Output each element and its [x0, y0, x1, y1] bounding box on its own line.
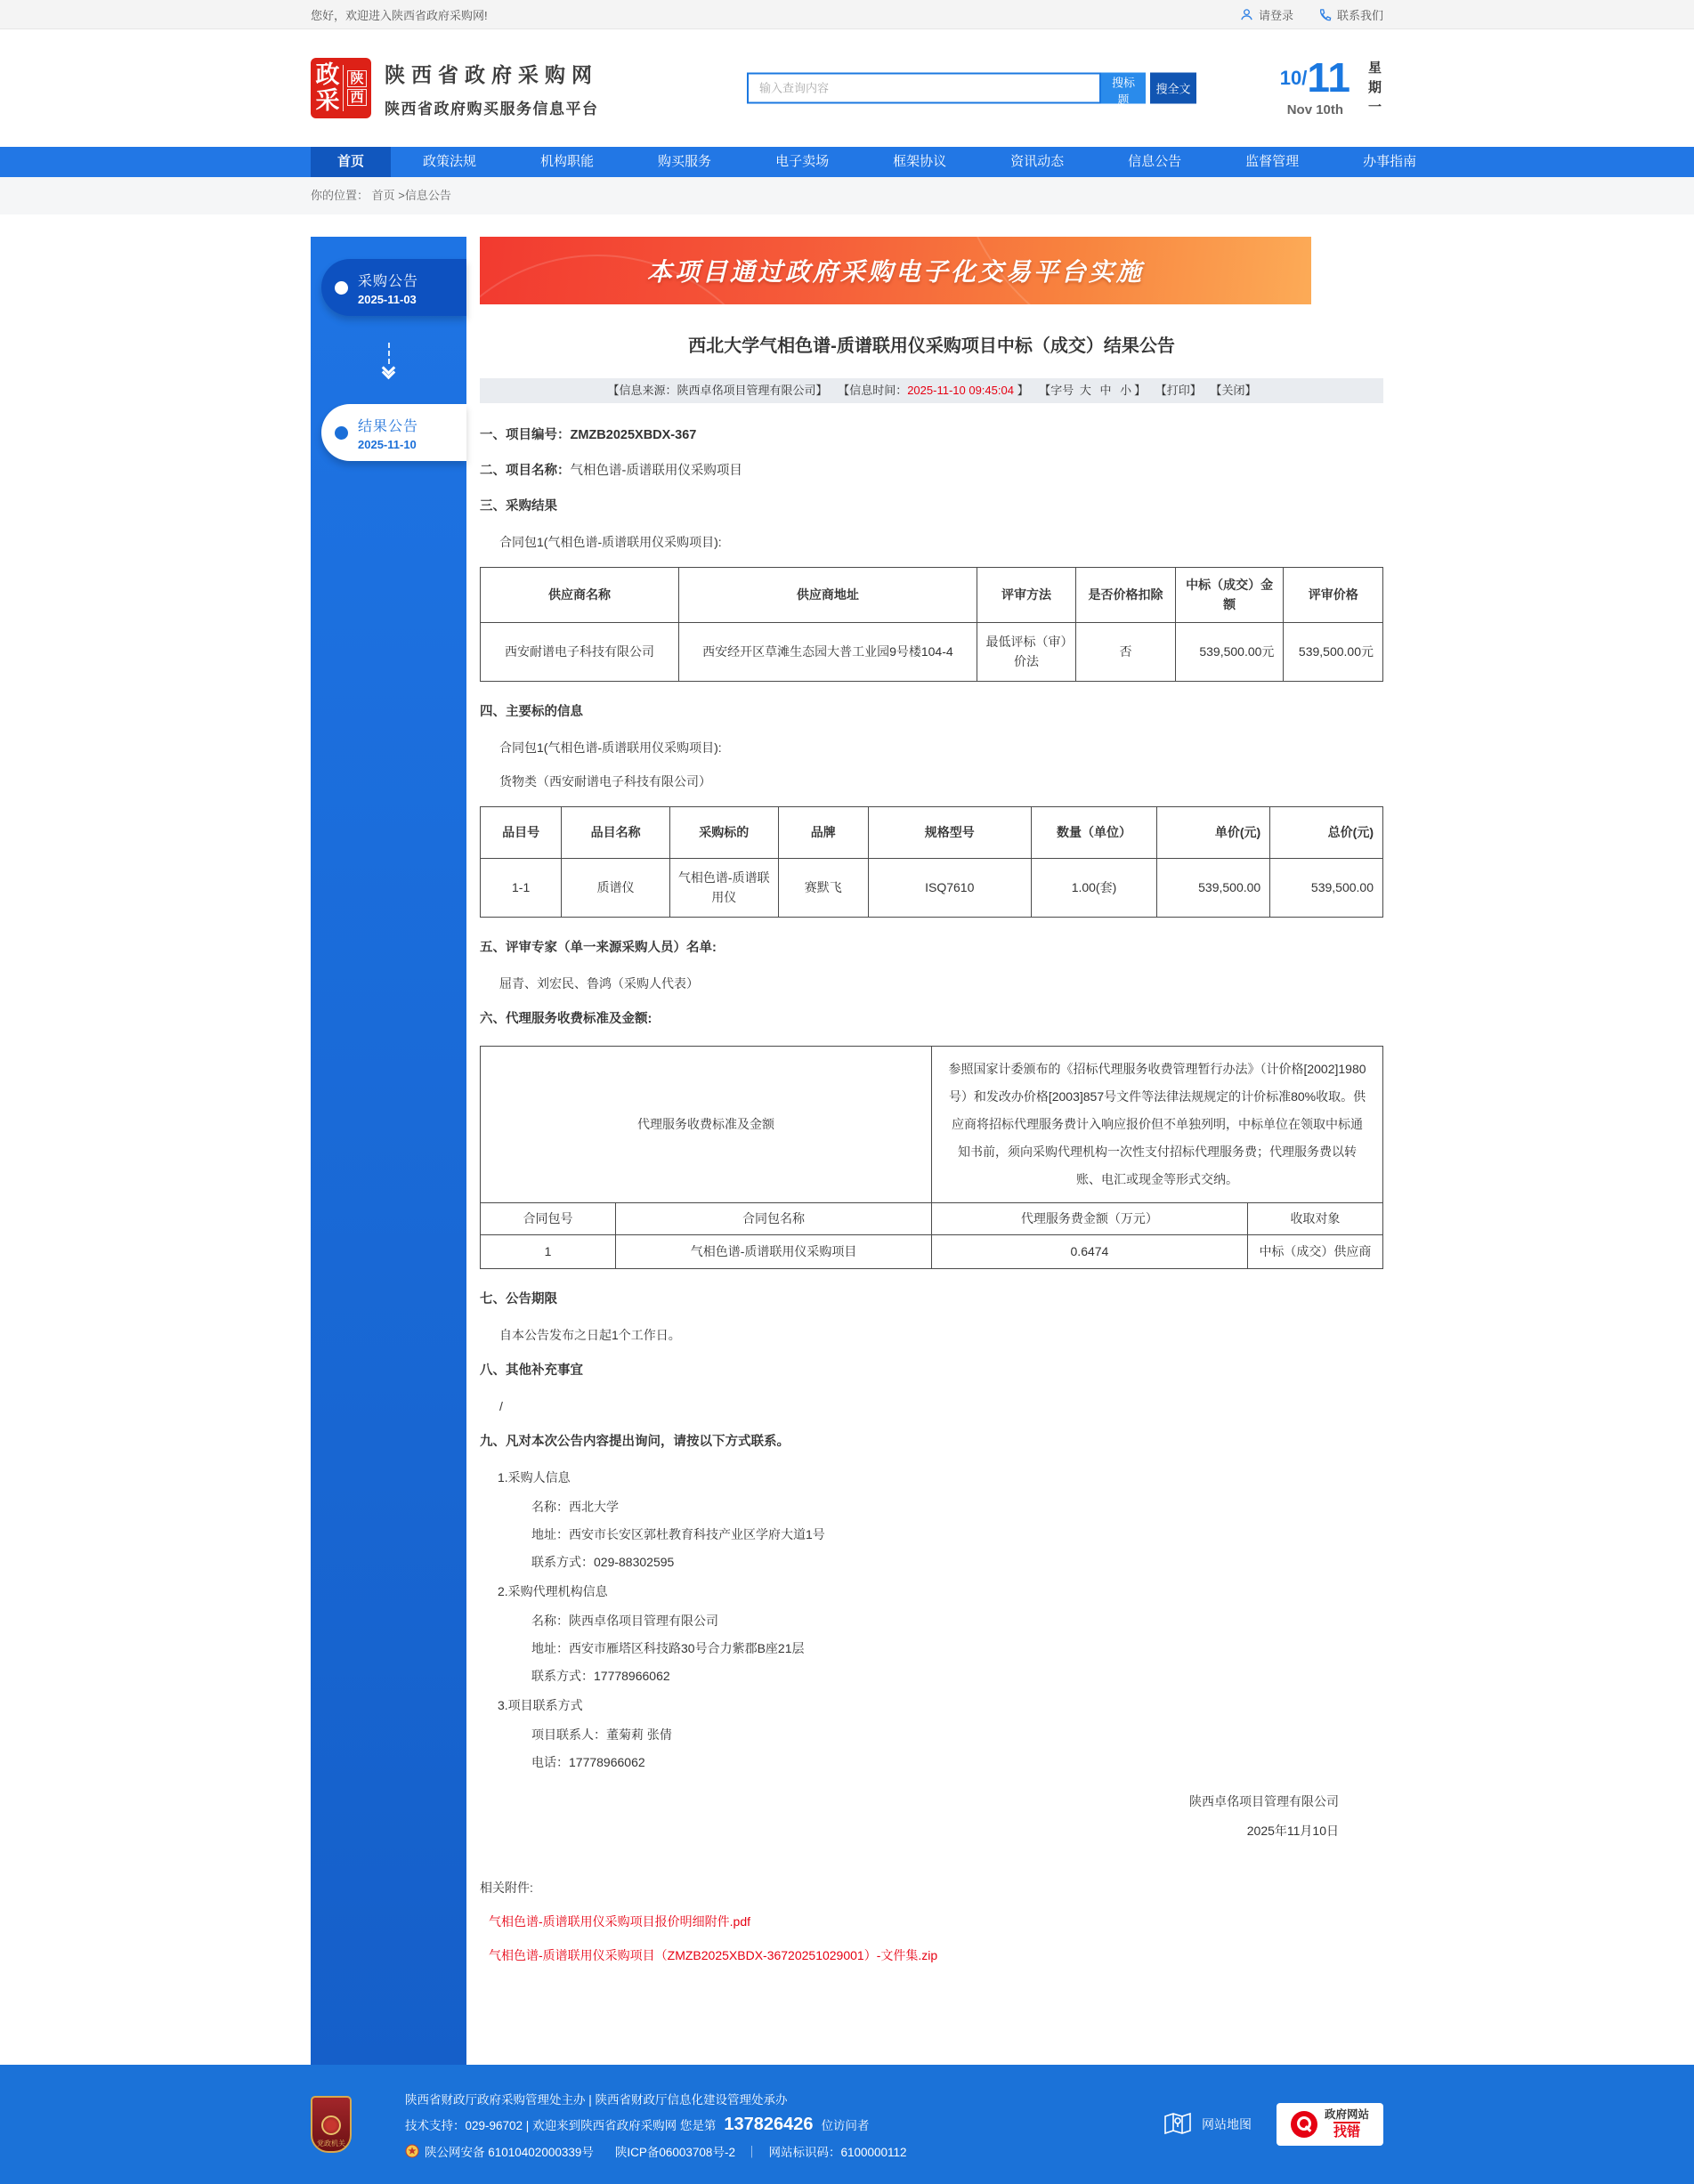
experts-list: 屈青、刘宏民、鲁鸿（采购人代表）: [499, 975, 699, 991]
top-utility-bar: [0, 0, 1694, 29]
signature-block: [480, 1793, 1383, 1839]
section-project-number: 一、项目编号：ZMZB2025XBDX-367: [480, 428, 697, 442]
site-subtitle: 陕西省政府购买服务信息平台: [385, 100, 599, 117]
date-weekday: 星期一: [1366, 61, 1382, 119]
contact-line: 电话：17778966062: [531, 1754, 645, 1769]
table-header-row: 合同包号 合同包名称 代理服务费金额（万元） 收取对象: [481, 1202, 1383, 1234]
announcement-article: [480, 237, 1383, 2065]
nav-item-announcements[interactable]: 信息公告: [1128, 154, 1182, 169]
contact-group-project: 3.项目联系方式 项目联系人：董菊莉 张倩 电话：17778966062: [480, 1696, 1383, 1770]
party-government-emblem-icon: 党政机关: [311, 2096, 352, 2153]
magnifier-icon: [1291, 2111, 1317, 2138]
table-header-row: 品目号 品目名称 采购标的 品牌 规格型号 数量（单位） 单价(元) 总价(元): [481, 806, 1383, 858]
search-input[interactable]: [747, 73, 1101, 104]
agency-fee-description: 参照国家计委颁布的《招标代理服务收费管理暂行办法》（计价格[2002]1980号）和发改办价格[2003]857号文件等法律法规规定的计价标准80%收取。供应商将招标代理服务费计入响应报价但不单独列明，中标单位在领取中标通知书前，须向采购代理机构一次性支付招标代理服务费；代理服务费以转账、电汇或现金等形式交纳。: [931, 1046, 1382, 1202]
map-icon: [1163, 2110, 1193, 2140]
police-badge-icon: [405, 2144, 419, 2158]
sidebar-item-result-announcement[interactable]: 结果公告 2025-11-10: [321, 404, 466, 461]
site-code: 网站标识码：6100000112: [768, 2145, 907, 2159]
nav-item-guide[interactable]: 办事指南: [1363, 154, 1417, 169]
attachment-link-pdf[interactable]: 气相色谱-质谱联用仪采购项目报价明细附件.pdf: [489, 1913, 751, 1929]
welcome-text: 您好，欢迎进入陕西省政府采购网!: [311, 8, 488, 22]
nav-item-news[interactable]: 资讯动态: [1010, 154, 1065, 169]
icp-record-link[interactable]: 陕ICP备06003708号-2: [614, 2145, 735, 2159]
timeline-dot-icon: [335, 426, 348, 440]
announcement-period-text: 自本公告发布之日起1个工作日。: [499, 1327, 681, 1342]
fontsize-large-button[interactable]: 大: [1079, 384, 1091, 397]
platform-banner: [480, 237, 1311, 304]
sitemap-link[interactable]: 网站地图: [1163, 2110, 1252, 2140]
nav-item-framework-agreement[interactable]: 框架协议: [893, 154, 947, 169]
nav-item-purchase-services[interactable]: 购买服务: [658, 154, 712, 169]
section-procurement-result-title: 三、采购结果: [480, 499, 557, 514]
search-bar: [747, 73, 1196, 107]
user-icon: [1240, 8, 1253, 21]
breadcrumb-strip: [0, 177, 1694, 214]
section-inquiry-title: 九、凡对本次公告内容提出询问，请按以下方式联系。: [480, 1434, 790, 1449]
fontsize-medium-button[interactable]: 中: [1099, 384, 1112, 397]
contact-line: 项目联系人：董菊莉 张倩: [531, 1727, 672, 1742]
date-english: Nov 10th: [1286, 102, 1344, 117]
contract-package-note: 合同包1(气相色谱-质谱联用仪采购项目):: [499, 535, 722, 549]
attachments-title: 相关附件:: [480, 1880, 533, 1895]
section-announcement-period-title: 七、公告期限: [480, 1291, 557, 1306]
announcement-timeline-sidebar: [311, 237, 466, 2065]
fontsize-small-button[interactable]: 小: [1120, 384, 1132, 397]
table-row: 1-1 质谱仪 气相色谱-质谱联用仪 赛默飞 ISQ7610 1.00(套) 539,500.00 539,500.00: [481, 858, 1383, 917]
contact-us-link[interactable]: 联系我们: [1318, 6, 1383, 23]
meta-fontsize: 【字号 大 中 小 】: [1039, 384, 1147, 397]
goods-category-note: 货物类（西安耐谱电子科技有限公司）: [499, 773, 711, 789]
meta-time-value: 2025-11-10 09:45:04: [907, 384, 1014, 397]
supplier-result-table: [480, 567, 1383, 682]
attachments-section: [480, 1880, 1383, 1963]
site-footer: [0, 2065, 1694, 2184]
site-header: [0, 29, 1694, 147]
content-area: [311, 237, 1383, 2065]
section-main-subject-title: 四、主要标的信息: [480, 704, 583, 719]
nav-item-policies[interactable]: 政策法规: [423, 154, 477, 169]
section-other-matters-title: 八、其他补充事宜: [480, 1363, 583, 1378]
footer-support-line: 技术支持：029-96702 | 欢迎来到陕西省政府采购网 您是第 137826426 位访问者: [405, 2114, 870, 2134]
items-table: [480, 806, 1383, 918]
contact-line: 名称：西北大学: [531, 1499, 619, 1514]
other-matters-text: /: [499, 1398, 503, 1413]
sidebar-item-purchase-announcement[interactable]: 采购公告 2025-11-03: [321, 259, 466, 316]
contract-package-note: 合同包1(气相色谱-质谱联用仪采购项目):: [499, 740, 722, 755]
gov-site-error-report-badge[interactable]: 政府网站 找错: [1277, 2103, 1383, 2146]
meta-source: 【信息来源：陕西卓佲项目管理有限公司】: [607, 384, 828, 397]
table-row: 1 气相色谱-质谱联用仪采购项目 0.6474 中标（成交）供应商: [481, 1234, 1383, 1268]
attachment-link-zip[interactable]: 气相色谱-质谱联用仪采购项目（ZMZB2025XBDX-36720251029001）-文件集.zip: [489, 1947, 938, 1962]
nav-item-home[interactable]: 首页: [311, 147, 391, 177]
search-fulltext-button[interactable]: 搜全文: [1150, 73, 1196, 104]
contact-line: 名称：陕西卓佲项目管理有限公司: [531, 1613, 718, 1628]
footer-registration-line: 陕公网安备 61010402000339号 陕ICP备06003708号-2 ｜ 网站标识码：6100000112: [405, 2142, 907, 2160]
contact-line: 地址：西安市长安区郭杜教育科技产业区学府大道1号: [531, 1526, 825, 1541]
section-agency-fee-title: 六、代理服务收费标准及金额:: [480, 1011, 652, 1026]
main-nav: [0, 147, 1694, 177]
logo-sub-chars: 陕 西: [347, 69, 366, 108]
article-meta-bar: [480, 378, 1383, 403]
date-widget: [1279, 54, 1383, 119]
date-day: 11: [1307, 54, 1350, 101]
footer-organizer-line: 陕西省财政厅政府采购管理处主办 | 陕西省财政厅信息化建设管理处承办: [405, 2092, 788, 2107]
contact-group-purchaser: 1.采购人信息 名称：西北大学 地址：西安市长安区郭杜教育科技产业区学府大道1号 联系方式：029-88302595: [480, 1468, 1383, 1570]
nav-item-functions[interactable]: 机构职能: [540, 154, 595, 169]
contact-line: 联系方式：029-88302595: [531, 1554, 675, 1569]
date-month: 10/: [1279, 67, 1308, 89]
signature-company: 陕西卓佲项目管理有限公司: [1189, 1793, 1339, 1808]
logo-divider: [343, 65, 344, 111]
phone-icon: [1318, 8, 1332, 21]
security-record-link[interactable]: 陕公网安备 61010402000339号: [425, 2145, 594, 2159]
agency-fee-table: [480, 1046, 1383, 1269]
site-title: 陕西省政府采购网: [385, 62, 598, 86]
contact-line: 联系方式：17778966062: [531, 1668, 670, 1683]
visitor-count: 137826426: [724, 2114, 814, 2134]
breadcrumb-home-link[interactable]: 首页: [371, 189, 395, 202]
section-experts-title: 五、评审专家（单一来源采购人员）名单:: [480, 940, 717, 955]
breadcrumb-prefix: 你的位置：: [311, 189, 369, 202]
site-logo[interactable]: [311, 58, 371, 118]
timeline-arrow-icon: [311, 343, 466, 377]
table-header-row: 供应商名称 供应商地址 评审方法 是否价格扣除 中标（成交）金额 评审价格: [481, 568, 1383, 623]
table-row: 西安耐谱电子科技有限公司 西安经开区草滩生态园大普工业园9号楼104-4 最低评标（审）价法 否 539,500.00元 539,500.00元: [481, 622, 1383, 681]
search-title-button[interactable]: 搜标题: [1101, 73, 1146, 104]
nav-item-supervision[interactable]: 监督管理: [1245, 154, 1300, 169]
breadcrumb-current: 信息公告: [404, 189, 451, 202]
logo-main-chars: 政 采: [315, 61, 340, 114]
contact-group-agency: 2.采购代理机构信息 名称：陕西卓佲项目管理有限公司 地址：西安市雁塔区科技路30号合力紫郡B座21层 联系方式：17778966062: [480, 1582, 1383, 1684]
breadcrumb: [311, 177, 1383, 214]
banner-text: 本项目通过政府采购电子化交易平台实施: [646, 258, 1144, 286]
signature-date: 2025年11月10日: [1246, 1823, 1339, 1838]
close-button[interactable]: 【关闭】: [1210, 384, 1257, 397]
breadcrumb-separator: >: [398, 189, 405, 202]
agency-fee-label: 代理服务收费标准及金额: [481, 1046, 932, 1202]
meta-time: 【信息时间：2025-11-10 09:45:04 】: [838, 384, 1029, 397]
contact-line: 地址：西安市雁塔区科技路30号合力紫郡B座21层: [531, 1640, 805, 1655]
section-project-name: 二、项目名称：气相色谱-质谱联用仪采购项目: [480, 464, 742, 478]
table-row: [481, 1046, 1383, 1202]
page-title: 西北大学气相色谱-质谱联用仪采购项目中标（成交）结果公告: [688, 336, 1175, 356]
timeline-dot-icon: [335, 281, 348, 295]
nav-item-e-mall[interactable]: 电子卖场: [775, 154, 830, 169]
login-link[interactable]: 请登录: [1240, 6, 1293, 23]
print-button[interactable]: 【打印】: [1155, 384, 1202, 397]
